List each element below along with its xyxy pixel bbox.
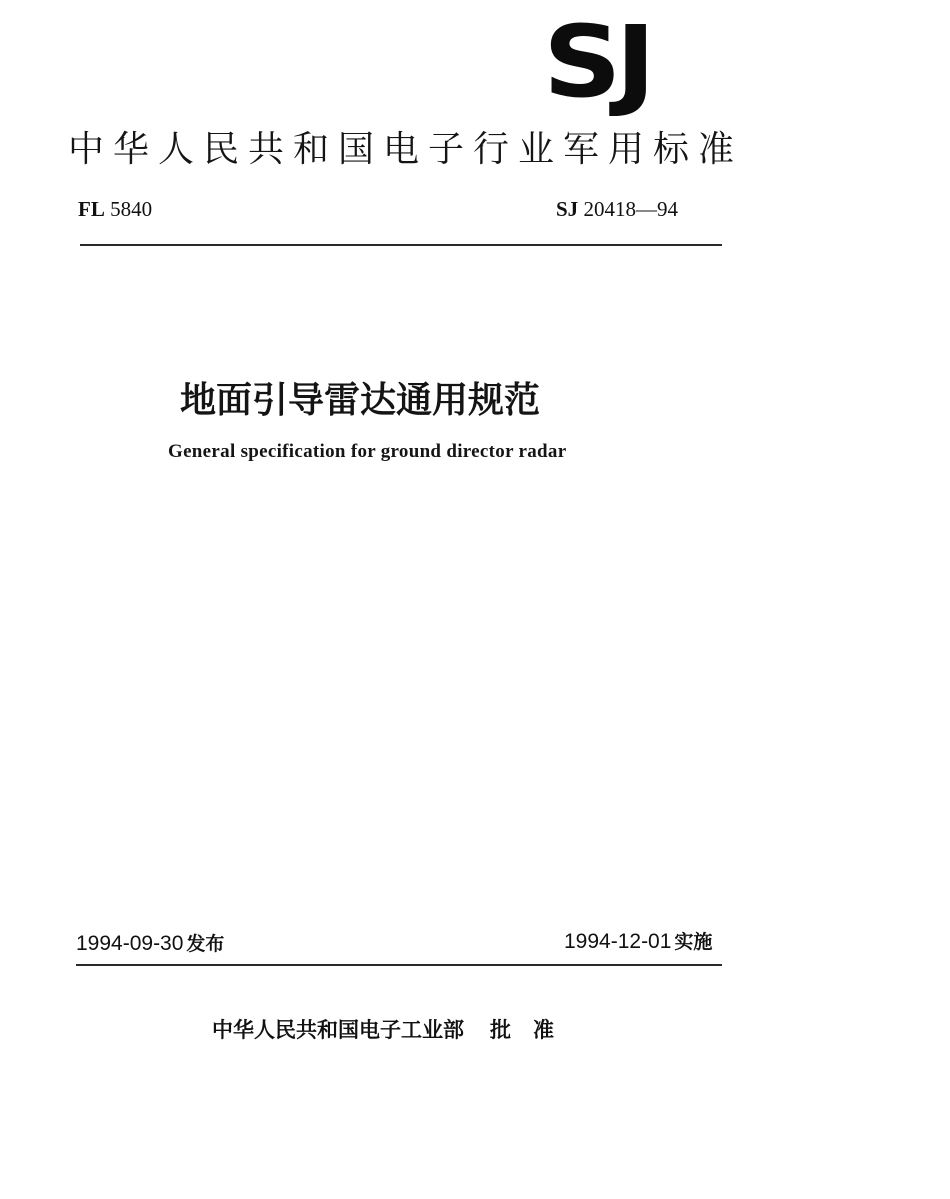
standard-prefix: SJ bbox=[556, 197, 579, 221]
sj-logo: SJ bbox=[543, 3, 650, 120]
footer-divider bbox=[76, 964, 722, 966]
effective-date: 1994-12-01 bbox=[564, 930, 672, 953]
standard-type-heading: 中华人民共和国电子行业军用标准 bbox=[68, 129, 744, 170]
standard-code bbox=[556, 196, 678, 222]
effective-date-line bbox=[564, 928, 712, 956]
approval-authority: 中华人民共和国电子工业部 bbox=[212, 1018, 464, 1042]
classification-number: 5840 bbox=[110, 197, 153, 221]
classification-code bbox=[78, 196, 152, 222]
classification-prefix: FL bbox=[78, 197, 105, 221]
standard-number: 20418—94 bbox=[583, 197, 678, 221]
header-divider bbox=[80, 244, 722, 246]
document-title-en: General specification for ground director radar bbox=[168, 441, 567, 462]
issue-date: 1994-09-30 bbox=[76, 932, 184, 955]
effective-label: 实施 bbox=[674, 931, 713, 953]
approval-action: 批准 bbox=[490, 1018, 576, 1042]
issue-date-line bbox=[76, 930, 224, 958]
document-title-zh: 地面引导雷达通用规范 bbox=[180, 380, 541, 421]
issue-label: 发布 bbox=[186, 933, 225, 955]
approval-line bbox=[212, 1016, 576, 1044]
